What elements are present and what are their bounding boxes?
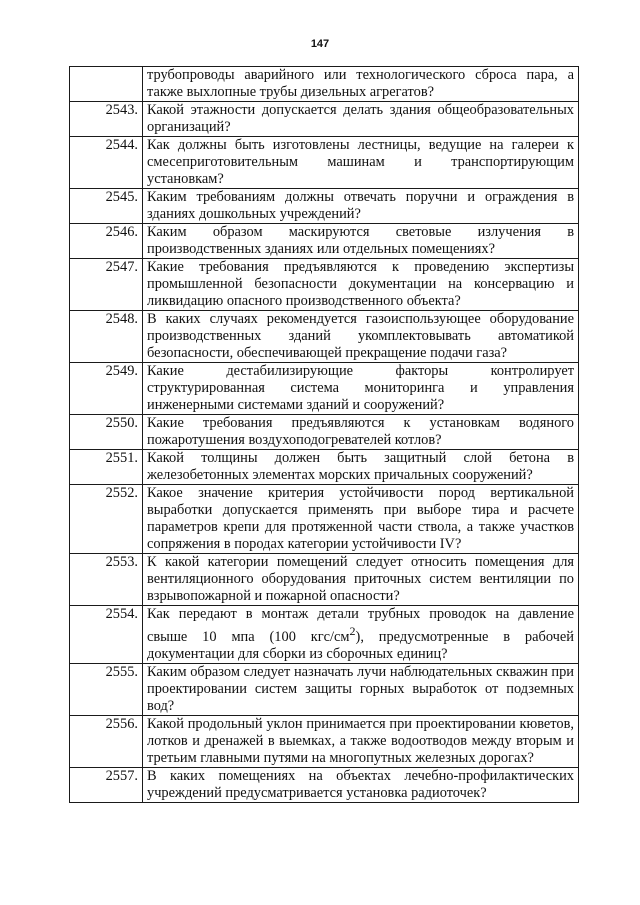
table-row xyxy=(70,554,579,606)
question-number: 2546. xyxy=(70,224,143,259)
page-number: 147 xyxy=(310,38,330,50)
question-number: 2550. xyxy=(70,415,143,450)
question-number: 2551. xyxy=(70,450,143,485)
question-text: Какие требования предъявляются к установкам водяного пожаротушения воздухоподогревателей котлов? xyxy=(143,415,579,450)
question-number: 2553. xyxy=(70,554,143,606)
table-row xyxy=(70,67,579,102)
question-number: 2548. xyxy=(70,311,143,363)
question-text: Каким требованиям должны отвечать поручни и ограждения в зданиях дошкольных учреждений? xyxy=(143,189,579,224)
table-row xyxy=(70,663,579,715)
table-row xyxy=(70,606,579,664)
question-text: В каких помещениях на объектах лечебно-профилактических учреждений предусматривается установка радиоточек? xyxy=(143,767,579,802)
question-text: Какой продольный уклон принимается при проектировании кюветов, лотков и дренажей в выемках, а также водоотводов между вторым и третьим главными путями на многопутных железных дорогах? xyxy=(143,715,579,767)
table-row xyxy=(70,102,579,137)
question-number: 2545. xyxy=(70,189,143,224)
table-row xyxy=(70,311,579,363)
question-number: 2547. xyxy=(70,259,143,311)
table-row xyxy=(70,485,579,554)
question-number: 2557. xyxy=(70,767,143,802)
table-row xyxy=(70,363,579,415)
questions-table xyxy=(69,66,579,803)
question-number: 2555. xyxy=(70,663,143,715)
question-number: 2552. xyxy=(70,485,143,554)
question-number: 2544. xyxy=(70,137,143,189)
table-row xyxy=(70,450,579,485)
question-text-part: ), предусмотренные в рабочей документации для сборки из сборочных единиц? xyxy=(147,628,574,662)
table-row xyxy=(70,415,579,450)
question-number xyxy=(70,67,143,102)
question-number: 2549. xyxy=(70,363,143,415)
question-number: 2554. xyxy=(70,606,143,664)
question-text-part: Как передают в монтаж детали трубных проводок на давление свыше 10 мпа (100 кгс/см xyxy=(147,606,574,645)
question-text: Каким образом следует назначать лучи наблюдательных скважин при проектировании систем защиты горных выработок от подземных вод? xyxy=(143,663,579,715)
question-text: Какой этажности допускается делать здания общеобразовательных организаций? xyxy=(143,102,579,137)
table-row xyxy=(70,767,579,802)
question-text: Какое значение критерия устойчивости пород вертикальной выработки допускается применять при выборе тира и расчете параметров крепи для протяженной части ствола, а также участков сопряжения в породах категории устойчивости IV? xyxy=(143,485,579,554)
question-text: трубопроводы аварийного или технологического сброса пара, а также выхлопные трубы дизельных агрегатов? xyxy=(143,67,579,102)
table-row xyxy=(70,224,579,259)
question-number: 2543. xyxy=(70,102,143,137)
question-text: Каким образом маскируются световые излучения в производственных зданиях или отдельных помещениях? xyxy=(143,224,579,259)
superscript: 2 xyxy=(349,624,356,638)
table-row xyxy=(70,259,579,311)
table-row xyxy=(70,715,579,767)
question-text: Какой толщины должен быть защитный слой бетона в железобетонных элементах морских причальных сооружений? xyxy=(143,450,579,485)
question-text: Какие дестабилизирующие факторы контролирует структурированная система мониторинга и управления инженерными системами зданий и сооружений? xyxy=(143,363,579,415)
table-row xyxy=(70,189,579,224)
question-text: Как должны быть изготовлены лестницы, ведущие на галереи к смесеприготовительным машинам и транспортирующим установкам? xyxy=(143,137,579,189)
question-text: В каких случаях рекомендуется газоиспользующее оборудование производственных зданий укомплектовывать автоматикой безопасности, обеспечивающей прекращение подачи газа? xyxy=(143,311,579,363)
question-text: Какие требования предъявляются к проведению экспертизы промышленной безопасности документации на консервацию и ликвидацию опасного производственного объекта? xyxy=(143,259,579,311)
table-row xyxy=(70,137,579,189)
question-number: 2556. xyxy=(70,715,143,767)
question-text xyxy=(143,606,579,664)
question-text: К какой категории помещений следует относить помещения для вентиляционного оборудования приточных систем вентиляции по взрывопожарной и пожарной опасности? xyxy=(143,554,579,606)
